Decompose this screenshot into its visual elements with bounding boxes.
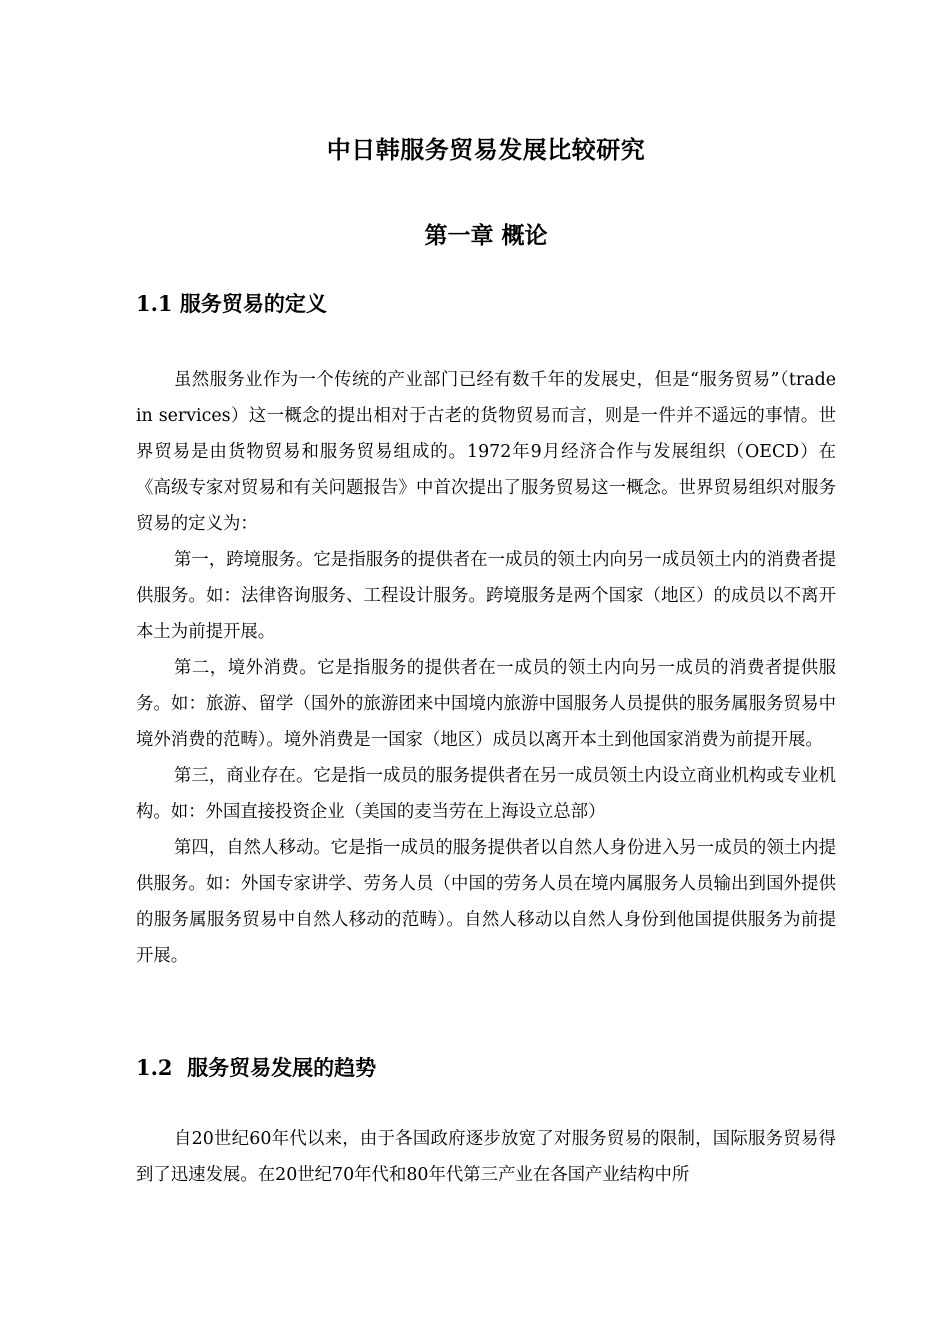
paragraph-commercial-presence: 第三，商业存在。它是指一成员的服务提供者在另一成员领土内设立商业机构或专业机构。如：外国直接投资企业（美国的麦当劳在上海设立总部）	[136, 766, 836, 822]
document-title: 中日韩服务贸易发展比较研究	[326, 135, 646, 164]
paragraph-cross-border-supply: 第一，跨境服务。它是指服务的提供者在一成员的领土内向另一成员领土内的消费者提供服务。如：法律咨询服务、工程设计服务。跨境服务是两个国家（地区）的成员以不离开本土为前提开展。	[136, 550, 836, 642]
section-heading-1-1: 1.1 服务贸易的定义	[136, 291, 327, 316]
section-1-1-body	[136, 362, 836, 974]
section-1-2-body	[136, 1121, 836, 1193]
paragraph-trend-intro: 自20世纪60年代以来，由于各国政府逐步放宽了对服务贸易的限制，国际服务贸易得到了迅速发展。在20世纪70年代和80年代第三产业在各国产业结构中所	[136, 1129, 836, 1185]
paragraph-consumption-abroad: 第二，境外消费。它是指服务的提供者在一成员的领土内向另一成员的消费者提供服务。如：旅游、留学（国外的旅游团来中国境内旅游中国服务人员提供的服务属服务贸易中境外消费的范畴）。境外消费是一国家（地区）成员以离开本土到他国家消费为前提开展。	[136, 658, 836, 750]
section-heading-1-2: 1.2 服务贸易发展的趋势	[136, 1055, 377, 1080]
paragraph-movement-of-natural-persons: 第四，自然人移动。它是指一成员的服务提供者以自然人身份进入另一成员的领土内提供服务。如：外国专家讲学、劳务人员（中国的劳务人员在境内属服务人员输出到国外提供的服务属服务贸易中自然人移动的范畴）。自然人移动以自然人身份到他国提供服务为前提开展。	[136, 838, 836, 966]
paragraph-intro: 虽然服务业作为一个传统的产业部门已经有数千年的发展史，但是“服务贸易”（trade in services）这一概念的提出相对于古老的货物贸易而言，则是一件并不遥远的事情。世界贸易是由货物贸易和服务贸易组成的。1972年9月经济合作与发展组织（OECD）在《高级专家对贸易和有关问题报告》中首次提出了服务贸易这一概念。世界贸易组织对服务贸易的定义为：	[136, 370, 836, 534]
chapter-title: 第一章 概论	[424, 222, 548, 249]
